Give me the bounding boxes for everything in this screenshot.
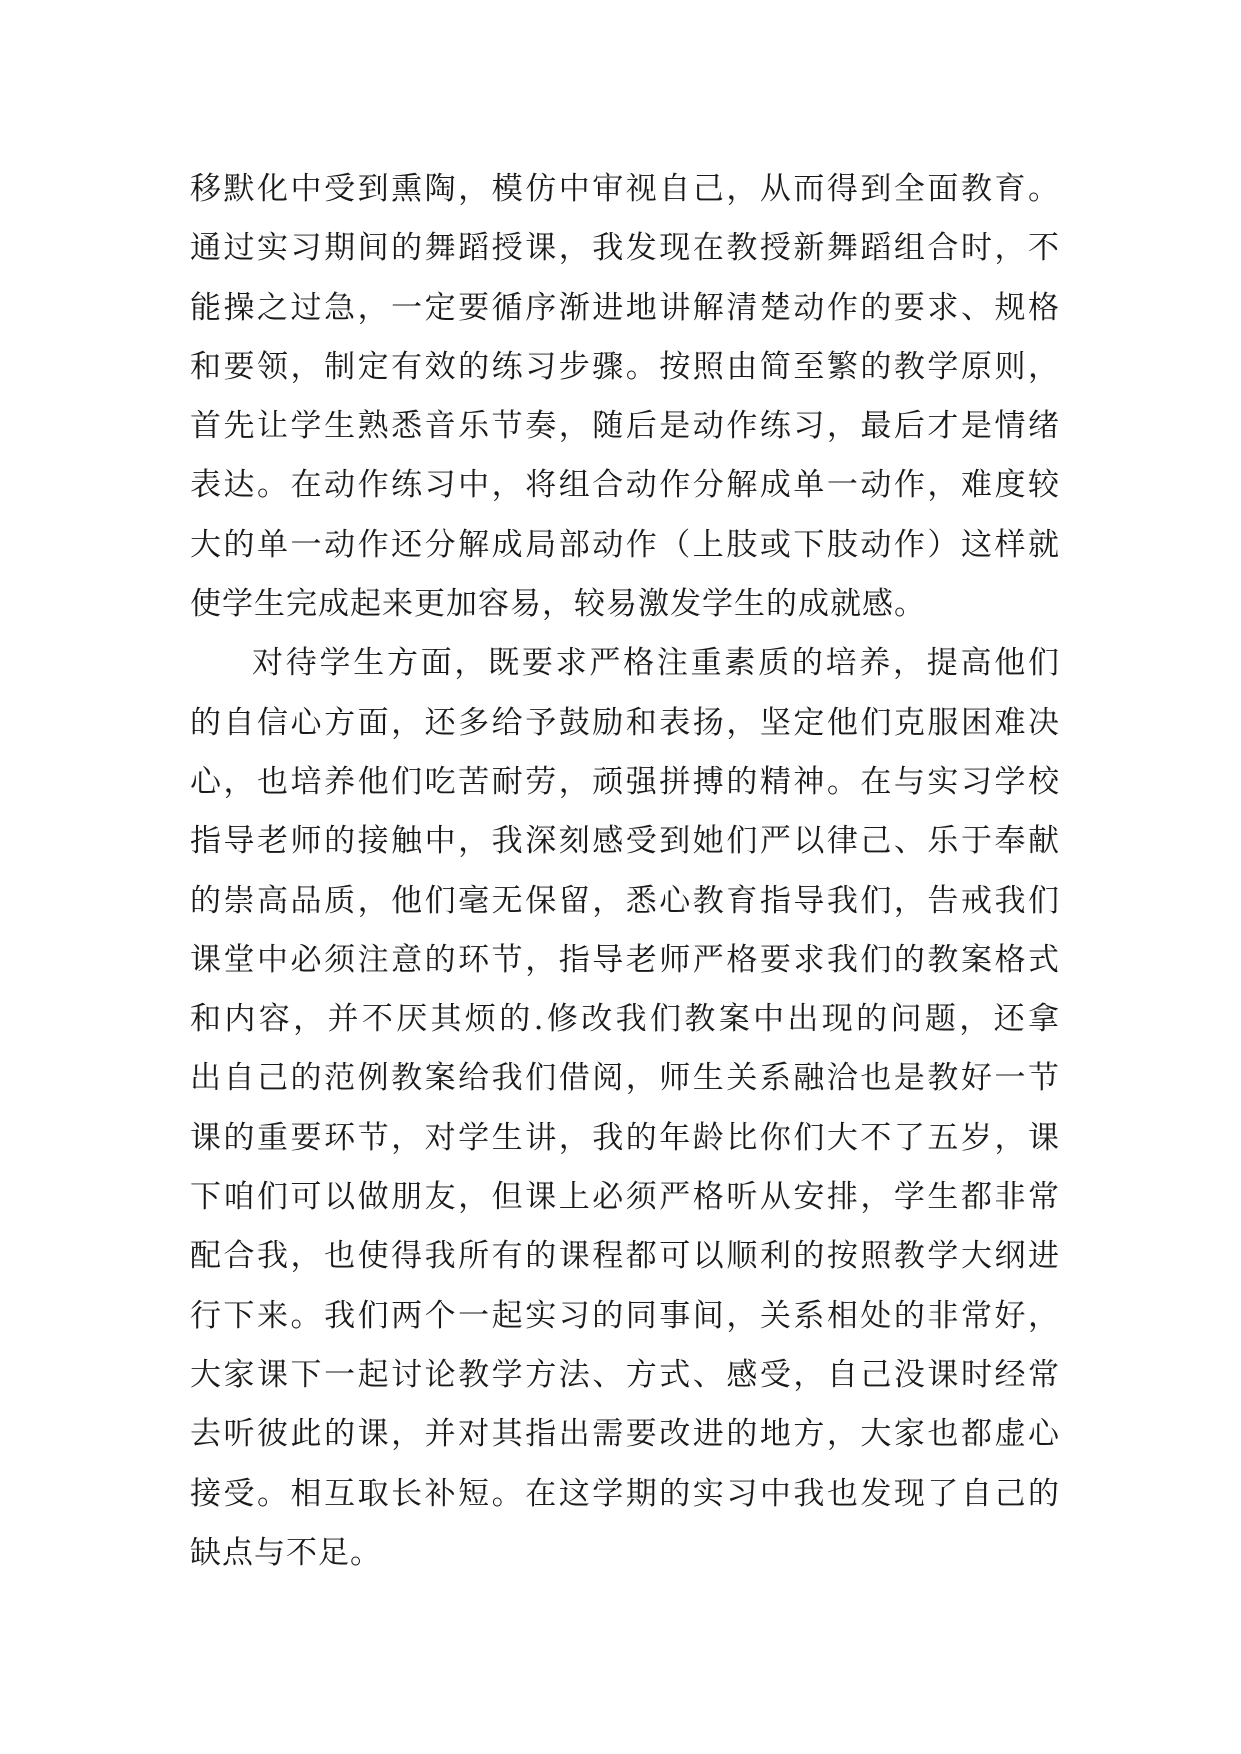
text-line: 心，也培养他们吃苦耐劳，顽强拼搏的精神。在与实习学校 bbox=[190, 763, 1060, 800]
text-line: 移默化中受到熏陶，模仿中审视自己，从而得到全面教育。 bbox=[190, 171, 1060, 207]
text-line: 的崇高品质，他们毫无保留，悉心教育指导我们，告戒我们 bbox=[190, 882, 1060, 919]
text-line: 接受。相互取长补短。在这学期的实习中我也发现了自己的 bbox=[190, 1475, 1060, 1512]
text-line: 表达。在动作练习中，将组合动作分解成单一动作，难度较 bbox=[190, 467, 1060, 504]
text-line: 缺点与不足。 bbox=[190, 1534, 382, 1571]
text-line: 出自己的范例教案给我们借阅，师生关系融洽也是教好一节 bbox=[190, 1060, 1060, 1097]
text-line: 对待学生方面，既要求严格注重素质的培养，提高他们 bbox=[252, 645, 1060, 682]
body-text bbox=[190, 160, 1060, 1583]
text-line: 去听彼此的课，并对其指出需要改进的地方，大家也都虚心 bbox=[190, 1416, 1060, 1453]
text-line: 大家课下一起讨论教学方法、方式、感受，自己没课时经常 bbox=[190, 1356, 1060, 1393]
text-line: 和要领，制定有效的练习步骤。按照由简至繁的教学原则， bbox=[190, 348, 1060, 385]
text-line: 指导老师的接触中，我深刻感受到她们严以律己、乐于奉献 bbox=[190, 823, 1060, 860]
text-line: 配合我，也使得我所有的课程都可以顺利的按照教学大纲进 bbox=[190, 1238, 1060, 1275]
text-line: 能操之过急，一定要循序渐进地讲解清楚动作的要求、规格 bbox=[190, 289, 1060, 326]
text-line: 行下来。我们两个一起实习的同事间，关系相处的非常好， bbox=[190, 1297, 1060, 1334]
text-line: 课的重要环节，对学生讲，我的年龄比你们大不了五岁，课 bbox=[190, 1119, 1060, 1156]
text-line: 和内容，并不厌其烦的.修改我们教案中出现的问题，还拿 bbox=[190, 1001, 1060, 1038]
text-line: 大的单一动作还分解成局部动作（上肢或下肢动作）这样就 bbox=[190, 526, 1060, 563]
text-line: 首先让学生熟悉音乐节奏，随后是动作练习，最后才是情绪 bbox=[190, 408, 1060, 445]
text-line: 使学生完成起来更加容易，较易激发学生的成就感。 bbox=[190, 586, 926, 623]
text-line: 课堂中必须注意的环节，指导老师严格要求我们的教案格式 bbox=[190, 941, 1060, 978]
text-line: 下咱们可以做朋友，但课上必须严格听从安排，学生都非常 bbox=[190, 1179, 1060, 1216]
text-line: 通过实习期间的舞蹈授课，我发现在教授新舞蹈组合时，不 bbox=[190, 230, 1060, 267]
text-line: 的自信心方面，还多给予鼓励和表扬，坚定他们克服困难决 bbox=[190, 704, 1060, 741]
